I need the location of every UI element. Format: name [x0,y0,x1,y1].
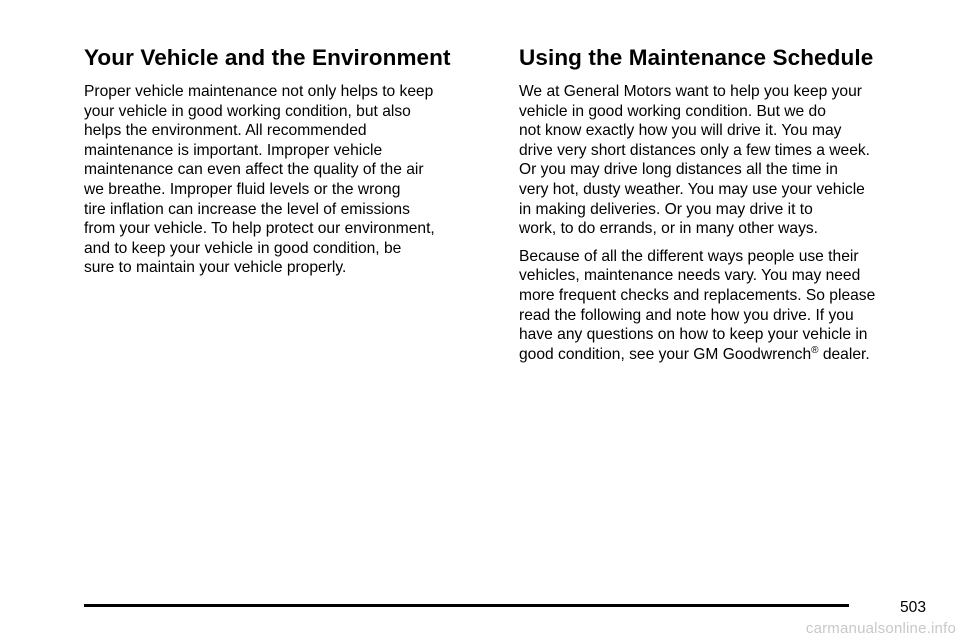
maintenance-schedule-section [519,44,939,364]
environment-heading: Your Vehicle and the Environment [84,45,451,70]
environment-paragraph: Proper vehicle maintenance not only helps to keep your vehicle in good working condition, but also helps the environment. All recommended maintenance is important. Improper vehicle maintenance can even affect the quality of the air we breathe. Improper fluid levels or the wrong tire inflation can increase the level of emissions from your vehicle. To help protect our environment, and to keep your vehicle in good condition, be sure to maintain your vehicle properly. [84,83,435,277]
maintenance-paragraph-1: We at General Motors want to help you keep your vehicle in good working condition. But we do not know exactly how you will drive it. You may drive very short distances only a few times a week. Or you may drive long distances all the time in very hot, dusty weather. You may use your vehicle in making deliveries. Or you may drive it to work, to do errands, or in many other ways. [519,83,871,238]
watermark-text: carmanualsonline.info [805,620,956,637]
registered-mark: ® [811,344,819,356]
maintenance-paragraph-2-end: dealer. [818,345,870,363]
page-number: 503 [899,599,926,616]
maintenance-schedule-heading: Using the Maintenance Schedule [519,45,874,70]
maintenance-paragraph-2 [519,247,939,365]
environment-section [84,44,504,278]
footer-rule [84,604,849,607]
maintenance-paragraph-2-main: Because of all the different ways people use their vehicles, maintenance needs vary. You may need more frequent checks and replacements. So please read the following and note how you drive. If you have any questions on how to keep your vehicle in good condition, see your GM Goodwrench [519,247,876,363]
